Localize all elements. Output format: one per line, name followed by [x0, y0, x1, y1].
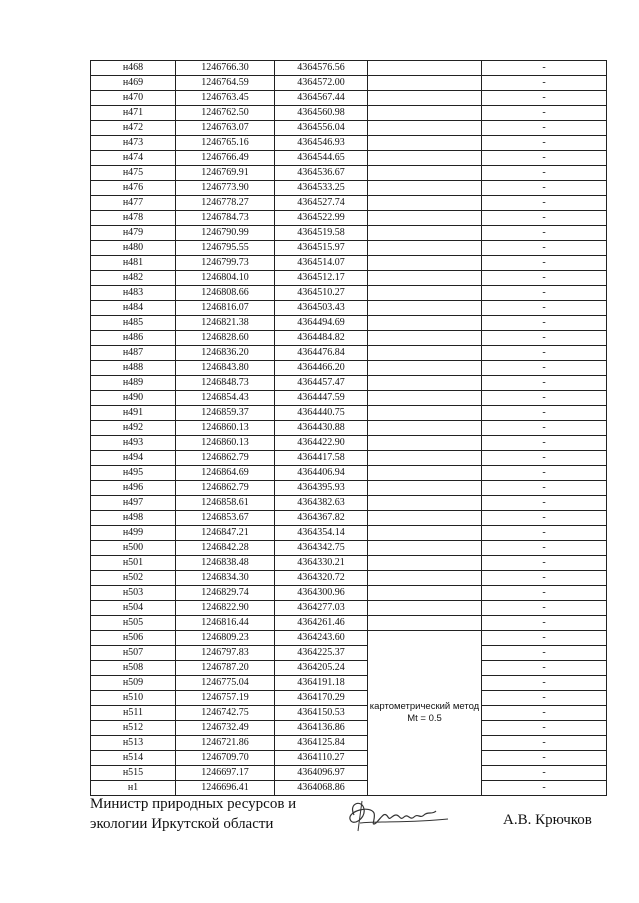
point-id-cell: н490 — [91, 391, 176, 406]
description-cell: - — [482, 466, 607, 481]
table-row — [91, 361, 607, 376]
table-row — [91, 436, 607, 451]
method-cell — [368, 76, 482, 91]
x-coordinate-cell: 1246848.73 — [176, 376, 275, 391]
method-cell — [368, 616, 482, 631]
table-row — [91, 481, 607, 496]
y-coordinate-cell: 4364136.86 — [275, 721, 368, 736]
x-coordinate-cell: 1246809.23 — [176, 631, 275, 646]
description-cell: - — [482, 646, 607, 661]
point-id-cell: н485 — [91, 316, 176, 331]
description-cell: - — [482, 691, 607, 706]
x-coordinate-cell: 1246765.16 — [176, 136, 275, 151]
x-coordinate-cell: 1246821.38 — [176, 316, 275, 331]
y-coordinate-cell: 4364484.82 — [275, 331, 368, 346]
description-cell: - — [482, 331, 607, 346]
table-row — [91, 751, 607, 766]
table-row — [91, 301, 607, 316]
y-coordinate-cell: 4364354.14 — [275, 526, 368, 541]
table-row — [91, 721, 607, 736]
description-cell: - — [482, 541, 607, 556]
y-coordinate-cell: 4364476.84 — [275, 346, 368, 361]
table-row — [91, 226, 607, 241]
point-id-cell: н507 — [91, 646, 176, 661]
point-id-cell: н493 — [91, 436, 176, 451]
table-row — [91, 496, 607, 511]
method-cell — [368, 181, 482, 196]
description-cell: - — [482, 196, 607, 211]
table-row — [91, 511, 607, 526]
table-row — [91, 466, 607, 481]
description-cell: - — [482, 766, 607, 781]
method-cell — [368, 481, 482, 496]
y-coordinate-cell: 4364417.58 — [275, 451, 368, 466]
y-coordinate-cell: 4364494.69 — [275, 316, 368, 331]
x-coordinate-cell: 1246862.79 — [176, 481, 275, 496]
method-cell — [368, 121, 482, 136]
point-id-cell: н486 — [91, 331, 176, 346]
y-coordinate-cell: 4364567.44 — [275, 91, 368, 106]
y-coordinate-cell: 4364170.29 — [275, 691, 368, 706]
x-coordinate-cell: 1246766.30 — [176, 61, 275, 76]
y-coordinate-cell: 4364406.94 — [275, 466, 368, 481]
y-coordinate-cell: 4364277.03 — [275, 601, 368, 616]
y-coordinate-cell: 4364503.43 — [275, 301, 368, 316]
y-coordinate-cell: 4364430.88 — [275, 421, 368, 436]
description-cell: - — [482, 421, 607, 436]
x-coordinate-cell: 1246763.45 — [176, 91, 275, 106]
description-cell: - — [482, 106, 607, 121]
table-row — [91, 631, 607, 646]
table-row — [91, 166, 607, 181]
x-coordinate-cell: 1246784.73 — [176, 211, 275, 226]
method-cell — [368, 91, 482, 106]
y-coordinate-cell: 4364560.98 — [275, 106, 368, 121]
y-coordinate-cell: 4364125.84 — [275, 736, 368, 751]
method-cell — [368, 406, 482, 421]
x-coordinate-cell: 1246769.91 — [176, 166, 275, 181]
y-coordinate-cell: 4364243.60 — [275, 631, 368, 646]
x-coordinate-cell: 1246854.43 — [176, 391, 275, 406]
table-row — [91, 181, 607, 196]
x-coordinate-cell: 1246697.17 — [176, 766, 275, 781]
description-cell: - — [482, 211, 607, 226]
description-cell: - — [482, 271, 607, 286]
y-coordinate-cell: 4364572.00 — [275, 76, 368, 91]
x-coordinate-cell: 1246763.07 — [176, 121, 275, 136]
table-row — [91, 61, 607, 76]
point-id-cell: н478 — [91, 211, 176, 226]
x-coordinate-cell: 1246822.90 — [176, 601, 275, 616]
point-id-cell: н497 — [91, 496, 176, 511]
y-coordinate-cell: 4364514.07 — [275, 256, 368, 271]
point-id-cell: н511 — [91, 706, 176, 721]
x-coordinate-cell: 1246843.80 — [176, 361, 275, 376]
table-row — [91, 406, 607, 421]
x-coordinate-cell: 1246766.49 — [176, 151, 275, 166]
point-id-cell: н469 — [91, 76, 176, 91]
description-cell: - — [482, 526, 607, 541]
description-cell: - — [482, 616, 607, 631]
table-row — [91, 106, 607, 121]
description-cell: - — [482, 241, 607, 256]
description-cell: - — [482, 406, 607, 421]
point-id-cell: н488 — [91, 361, 176, 376]
point-id-cell: н492 — [91, 421, 176, 436]
description-cell: - — [482, 181, 607, 196]
x-coordinate-cell: 1246853.67 — [176, 511, 275, 526]
x-coordinate-cell: 1246860.13 — [176, 436, 275, 451]
y-coordinate-cell: 4364533.25 — [275, 181, 368, 196]
table-row — [91, 601, 607, 616]
method-cell — [368, 391, 482, 406]
table-row — [91, 211, 607, 226]
table-row — [91, 736, 607, 751]
description-cell: - — [482, 436, 607, 451]
point-id-cell: н474 — [91, 151, 176, 166]
table-row — [91, 526, 607, 541]
method-cell — [368, 496, 482, 511]
x-coordinate-cell: 1246721.86 — [176, 736, 275, 751]
table-row — [91, 676, 607, 691]
description-cell: - — [482, 316, 607, 331]
point-id-cell: н495 — [91, 466, 176, 481]
point-id-cell: н480 — [91, 241, 176, 256]
description-cell: - — [482, 571, 607, 586]
table-row — [91, 196, 607, 211]
y-coordinate-cell: 4364150.53 — [275, 706, 368, 721]
table-row — [91, 346, 607, 361]
y-coordinate-cell: 4364510.27 — [275, 286, 368, 301]
y-coordinate-cell: 4364395.93 — [275, 481, 368, 496]
table-row — [91, 391, 607, 406]
description-cell: - — [482, 286, 607, 301]
x-coordinate-cell: 1246742.75 — [176, 706, 275, 721]
x-coordinate-cell: 1246829.74 — [176, 586, 275, 601]
description-cell: - — [482, 376, 607, 391]
method-cell — [368, 436, 482, 451]
point-id-cell: н484 — [91, 301, 176, 316]
y-coordinate-cell: 4364544.65 — [275, 151, 368, 166]
y-coordinate-cell: 4364110.27 — [275, 751, 368, 766]
table-row — [91, 706, 607, 721]
point-id-cell: н499 — [91, 526, 176, 541]
x-coordinate-cell: 1246828.60 — [176, 331, 275, 346]
method-cell — [368, 451, 482, 466]
y-coordinate-cell: 4364096.97 — [275, 766, 368, 781]
description-cell: - — [482, 481, 607, 496]
description-cell: - — [482, 136, 607, 151]
description-cell: - — [482, 601, 607, 616]
description-cell: - — [482, 301, 607, 316]
method-cell — [368, 586, 482, 601]
description-cell: - — [482, 451, 607, 466]
point-id-cell: н475 — [91, 166, 176, 181]
method-cell — [368, 256, 482, 271]
point-id-cell: н498 — [91, 511, 176, 526]
method-cell — [368, 316, 482, 331]
point-id-cell: н496 — [91, 481, 176, 496]
x-coordinate-cell: 1246757.19 — [176, 691, 275, 706]
y-coordinate-cell: 4364320.72 — [275, 571, 368, 586]
method-cell — [368, 271, 482, 286]
description-cell: - — [482, 166, 607, 181]
table-row — [91, 616, 607, 631]
description-cell: - — [482, 781, 607, 796]
method-cell — [368, 346, 482, 361]
method-cell — [368, 241, 482, 256]
point-id-cell: н508 — [91, 661, 176, 676]
description-cell: - — [482, 151, 607, 166]
method-cell — [368, 376, 482, 391]
x-coordinate-cell: 1246859.37 — [176, 406, 275, 421]
method-cell — [368, 301, 482, 316]
description-cell: - — [482, 706, 607, 721]
description-cell: - — [482, 736, 607, 751]
y-coordinate-cell: 4364522.99 — [275, 211, 368, 226]
description-cell: - — [482, 661, 607, 676]
method-cell — [368, 196, 482, 211]
x-coordinate-cell: 1246842.28 — [176, 541, 275, 556]
point-id-cell: н504 — [91, 601, 176, 616]
method-cell — [368, 601, 482, 616]
point-id-cell: н487 — [91, 346, 176, 361]
y-coordinate-cell: 4364300.96 — [275, 586, 368, 601]
x-coordinate-cell: 1246804.10 — [176, 271, 275, 286]
point-id-cell: н514 — [91, 751, 176, 766]
table-row — [91, 136, 607, 151]
method-cell — [368, 331, 482, 346]
method-cell — [368, 361, 482, 376]
x-coordinate-cell: 1246764.59 — [176, 76, 275, 91]
table-row — [91, 256, 607, 271]
point-id-cell: н500 — [91, 541, 176, 556]
y-coordinate-cell: 4364466.20 — [275, 361, 368, 376]
description-cell: - — [482, 361, 607, 376]
x-coordinate-cell: 1246787.20 — [176, 661, 275, 676]
method-cell — [368, 61, 482, 76]
method-cell — [368, 571, 482, 586]
y-coordinate-cell: 4364515.97 — [275, 241, 368, 256]
point-id-cell: н505 — [91, 616, 176, 631]
table-row — [91, 661, 607, 676]
description-cell: - — [482, 391, 607, 406]
y-coordinate-cell: 4364527.74 — [275, 196, 368, 211]
x-coordinate-cell: 1246816.44 — [176, 616, 275, 631]
y-coordinate-cell: 4364546.93 — [275, 136, 368, 151]
table-row — [91, 91, 607, 106]
description-cell: - — [482, 76, 607, 91]
signatory-title-line-1: Министр природных ресурсов и — [90, 796, 297, 812]
y-coordinate-cell: 4364225.37 — [275, 646, 368, 661]
signatory-name: А.В. Крючков — [503, 812, 592, 828]
point-id-cell: н501 — [91, 556, 176, 571]
point-id-cell: н494 — [91, 451, 176, 466]
description-cell: - — [482, 586, 607, 601]
y-coordinate-cell: 4364440.75 — [275, 406, 368, 421]
description-cell: - — [482, 346, 607, 361]
point-id-cell: н479 — [91, 226, 176, 241]
table-row — [91, 316, 607, 331]
x-coordinate-cell: 1246838.48 — [176, 556, 275, 571]
signatory-title-line-2: экологии Иркутской области — [90, 816, 274, 832]
method-cell — [368, 541, 482, 556]
coordinates-table — [90, 60, 607, 796]
x-coordinate-cell: 1246858.61 — [176, 496, 275, 511]
point-id-cell: н502 — [91, 571, 176, 586]
point-id-cell: н473 — [91, 136, 176, 151]
x-coordinate-cell: 1246797.83 — [176, 646, 275, 661]
x-coordinate-cell: 1246762.50 — [176, 106, 275, 121]
y-coordinate-cell: 4364576.56 — [275, 61, 368, 76]
y-coordinate-cell: 4364382.63 — [275, 496, 368, 511]
point-id-cell: н472 — [91, 121, 176, 136]
point-id-cell: н513 — [91, 736, 176, 751]
table-row — [91, 586, 607, 601]
x-coordinate-cell: 1246860.13 — [176, 421, 275, 436]
table-row — [91, 376, 607, 391]
method-cell: картометрический метод Mt = 0.5 — [368, 631, 482, 796]
table-row — [91, 571, 607, 586]
x-coordinate-cell: 1246847.21 — [176, 526, 275, 541]
description-cell: - — [482, 676, 607, 691]
method-cell — [368, 211, 482, 226]
x-coordinate-cell: 1246864.69 — [176, 466, 275, 481]
description-cell: - — [482, 226, 607, 241]
table-row — [91, 286, 607, 301]
y-coordinate-cell: 4364068.86 — [275, 781, 368, 796]
y-coordinate-cell: 4364422.90 — [275, 436, 368, 451]
y-coordinate-cell: 4364330.21 — [275, 556, 368, 571]
table-row — [91, 76, 607, 91]
method-cell — [368, 556, 482, 571]
x-coordinate-cell: 1246778.27 — [176, 196, 275, 211]
x-coordinate-cell: 1246816.07 — [176, 301, 275, 316]
x-coordinate-cell: 1246795.55 — [176, 241, 275, 256]
description-cell: - — [482, 256, 607, 271]
x-coordinate-cell: 1246836.20 — [176, 346, 275, 361]
point-id-cell: н481 — [91, 256, 176, 271]
table-row — [91, 646, 607, 661]
point-id-cell: н506 — [91, 631, 176, 646]
description-cell: - — [482, 121, 607, 136]
method-cell — [368, 286, 482, 301]
y-coordinate-cell: 4364261.46 — [275, 616, 368, 631]
y-coordinate-cell: 4364191.18 — [275, 676, 368, 691]
point-id-cell: н477 — [91, 196, 176, 211]
description-cell: - — [482, 751, 607, 766]
x-coordinate-cell: 1246773.90 — [176, 181, 275, 196]
point-id-cell: н503 — [91, 586, 176, 601]
x-coordinate-cell: 1246709.70 — [176, 751, 275, 766]
description-cell: - — [482, 511, 607, 526]
table-row — [91, 271, 607, 286]
signatory-title — [90, 794, 296, 834]
point-id-cell: н476 — [91, 181, 176, 196]
method-cell — [368, 106, 482, 121]
y-coordinate-cell: 4364205.24 — [275, 661, 368, 676]
point-id-cell: н470 — [91, 91, 176, 106]
x-coordinate-cell: 1246775.04 — [176, 676, 275, 691]
y-coordinate-cell: 4364447.59 — [275, 391, 368, 406]
point-id-cell: н483 — [91, 286, 176, 301]
x-coordinate-cell: 1246790.99 — [176, 226, 275, 241]
method-cell — [368, 226, 482, 241]
method-cell — [368, 151, 482, 166]
method-cell — [368, 511, 482, 526]
y-coordinate-cell: 4364367.82 — [275, 511, 368, 526]
method-cell — [368, 136, 482, 151]
point-id-cell: н512 — [91, 721, 176, 736]
x-coordinate-cell: 1246862.79 — [176, 451, 275, 466]
table-row — [91, 556, 607, 571]
y-coordinate-cell: 4364457.47 — [275, 376, 368, 391]
x-coordinate-cell: 1246799.73 — [176, 256, 275, 271]
coordinates-table-body — [91, 61, 607, 796]
x-coordinate-cell: 1246732.49 — [176, 721, 275, 736]
method-cell — [368, 526, 482, 541]
table-row — [91, 766, 607, 781]
point-id-cell: н482 — [91, 271, 176, 286]
point-id-cell: н510 — [91, 691, 176, 706]
description-cell: - — [482, 91, 607, 106]
y-coordinate-cell: 4364512.17 — [275, 271, 368, 286]
point-id-cell: н1 — [91, 781, 176, 796]
description-cell: - — [482, 496, 607, 511]
handwritten-signature — [340, 793, 460, 839]
point-id-cell: н515 — [91, 766, 176, 781]
table-row — [91, 121, 607, 136]
x-coordinate-cell: 1246808.66 — [176, 286, 275, 301]
x-coordinate-cell: 1246696.41 — [176, 781, 275, 796]
y-coordinate-cell: 4364556.04 — [275, 121, 368, 136]
description-cell: - — [482, 61, 607, 76]
description-cell: - — [482, 556, 607, 571]
method-cell — [368, 466, 482, 481]
description-cell: - — [482, 631, 607, 646]
method-cell — [368, 166, 482, 181]
table-row — [91, 451, 607, 466]
point-id-cell: н468 — [91, 61, 176, 76]
table-row — [91, 331, 607, 346]
description-cell: - — [482, 721, 607, 736]
table-row — [91, 691, 607, 706]
table-row — [91, 541, 607, 556]
y-coordinate-cell: 4364536.67 — [275, 166, 368, 181]
table-row — [91, 151, 607, 166]
point-id-cell: н471 — [91, 106, 176, 121]
table-row — [91, 421, 607, 436]
x-coordinate-cell: 1246834.30 — [176, 571, 275, 586]
y-coordinate-cell: 4364519.58 — [275, 226, 368, 241]
point-id-cell: н489 — [91, 376, 176, 391]
point-id-cell: н509 — [91, 676, 176, 691]
y-coordinate-cell: 4364342.75 — [275, 541, 368, 556]
point-id-cell: н491 — [91, 406, 176, 421]
method-cell — [368, 421, 482, 436]
table-row — [91, 241, 607, 256]
